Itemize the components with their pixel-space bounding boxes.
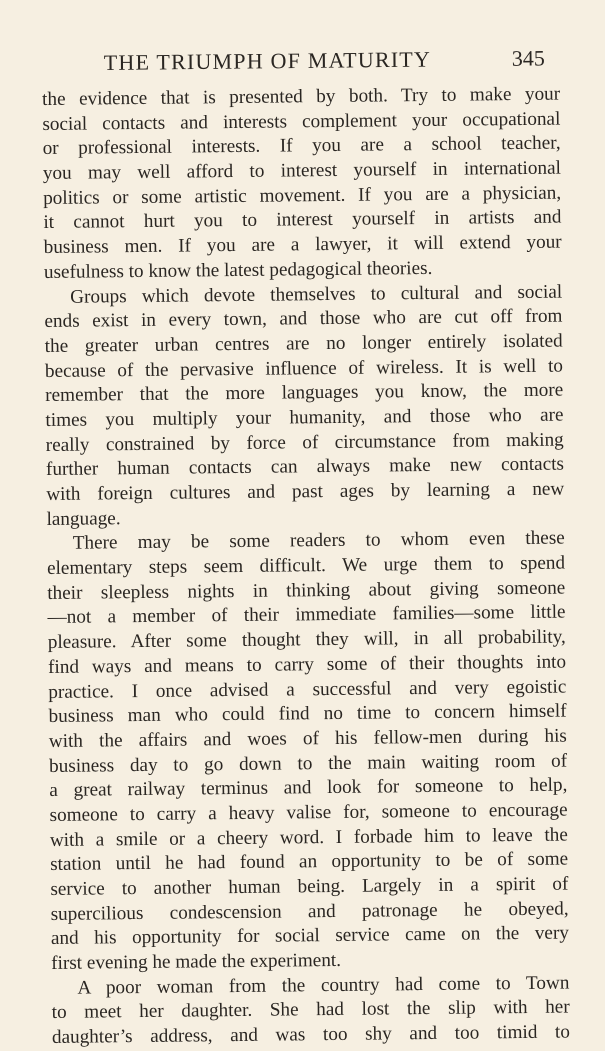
text-line: A poor woman from the country had come to Town: [77, 972, 570, 999]
text-line: the evidence that is presented by both. Try to make your: [42, 83, 561, 110]
text-line: further human contacts can always make new contacts: [45, 453, 565, 481]
text-line: station until he had found an opportunity to be of some: [50, 848, 569, 876]
running-head: [104, 39, 553, 84]
text-line: pleasure. After some thought they will, in all probability,: [47, 626, 566, 654]
text-line: their sleepless nights in thinking about giving someone: [47, 577, 566, 604]
text-line: practice. I once advised a successful and very egoistic: [48, 676, 567, 703]
text-line: —not a member of their immediate families—some little: [47, 601, 566, 629]
text-line: and his opportunity for social service came on the very: [50, 922, 569, 950]
text-line: really constrained by force of circumstance from making: [45, 429, 564, 456]
text-line: business men. If you are a lawyer, it will extend your: [43, 231, 562, 259]
text-line: service to another human being. Largely in a spirit of: [50, 873, 569, 900]
page-number: 345: [511, 45, 545, 71]
text-line: it cannot hurt you to interest yourself in artists and: [43, 207, 562, 234]
text-line: to meet her daughter. She had lost the slip with her: [51, 996, 570, 1024]
text-line: social contacts and interests complement your occupational: [42, 108, 561, 135]
text-line: business man who could find no time to concern himself: [48, 700, 567, 728]
text-line: a great railway terminus and look for someone to help,: [49, 774, 568, 802]
text-line: the greater urban centres are no longer entirely isolated: [44, 330, 563, 357]
text-line: find ways and means to carry some of their thoughts into: [47, 651, 567, 678]
text-line: because of the pervasive influence of wireless. It is well to: [44, 355, 564, 382]
text-line: someone to carry a heavy valise for, someone to encourage: [49, 799, 568, 826]
text-line: business day to go down to the main waiting room of: [48, 750, 568, 777]
text-line: first evening he made the experiment.: [51, 949, 342, 975]
text-line: politics or some artistic movement. If you are a physician,: [43, 182, 562, 209]
text-line: or professional interests. If you are a school teacher,: [42, 132, 561, 160]
text-line: supercilious condescension and patronage he obeyed,: [50, 898, 569, 925]
text-line: language.: [46, 507, 121, 530]
text-line: Groups which devote themselves to cultural and social: [70, 281, 563, 308]
text-line: daughter’s address, and was too shy and too timid to: [51, 1021, 571, 1049]
text-line: There may be some readers to whom even these: [72, 527, 565, 555]
text-line: remember that the more languages you know, the more: [45, 379, 564, 407]
running-head-title: THE TRIUMPH OF MATURITY: [103, 46, 432, 76]
text-line: with foreign cultures and past ages by learning a new: [46, 478, 565, 505]
text-line: with a smile or a cheery word. I forbade him to leave the: [49, 824, 568, 851]
text-line: with the affairs and woes of his fellow-men during his: [48, 725, 567, 752]
text-line: you may well afford to interest yourself in international: [42, 157, 561, 185]
text-line: elementary steps seem difficult. We urge them to spend: [46, 552, 566, 580]
body-text: [42, 83, 571, 1051]
text-line: ends exist in every town, and those who are cut off from: [44, 305, 563, 333]
text-line: times you multiply your humanity, and those who are: [45, 404, 564, 431]
text-line: usefulness to know the latest pedagogical theories.: [43, 257, 433, 283]
